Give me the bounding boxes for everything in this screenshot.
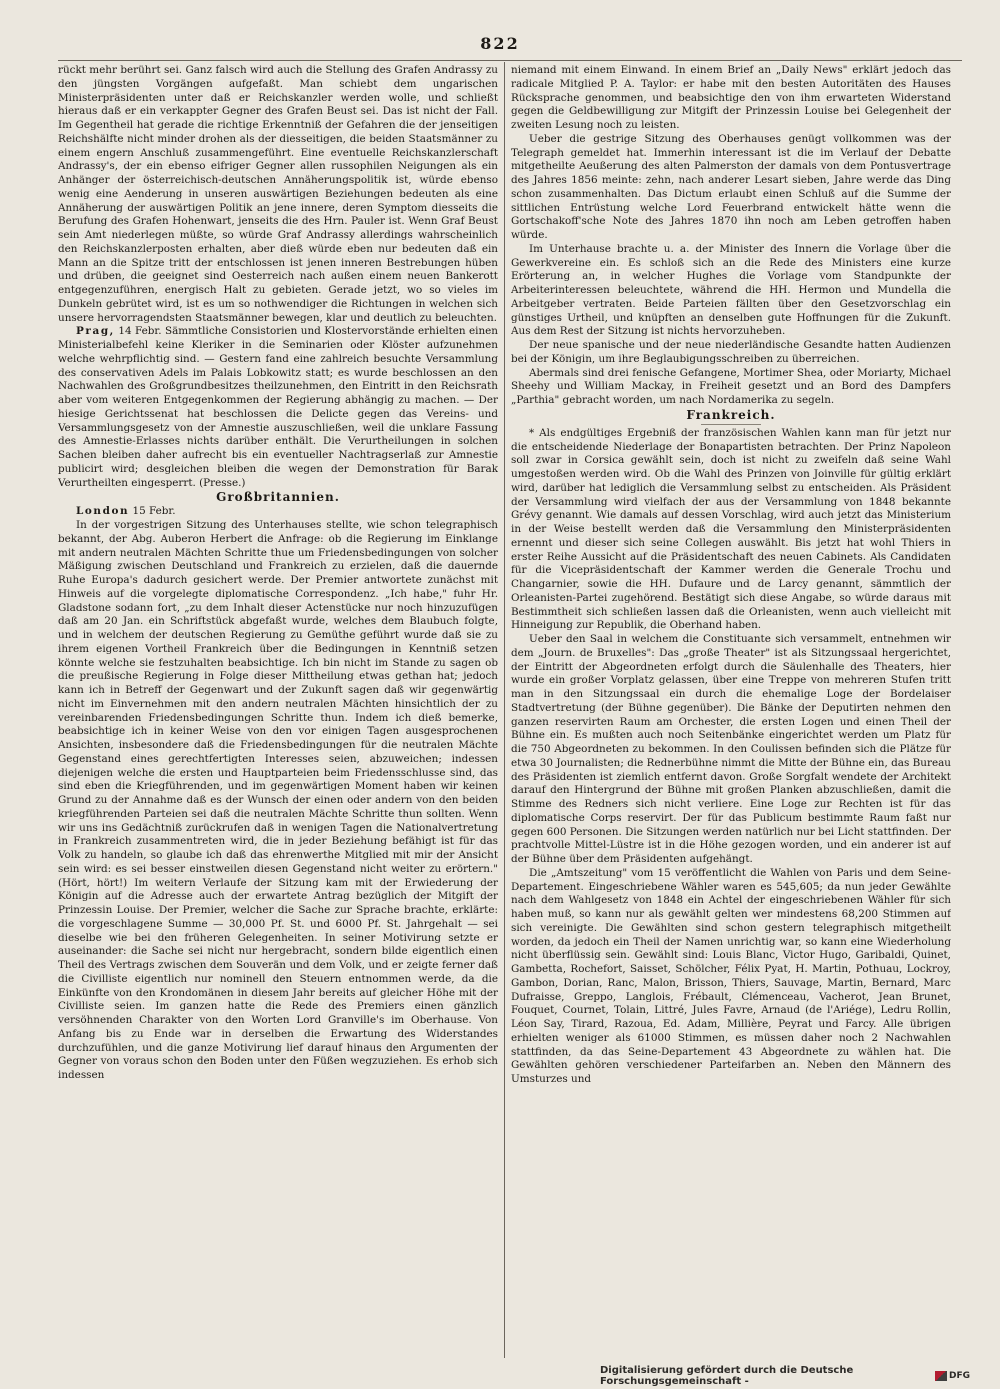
article-text: Im Unterhause brachte u. a. der Minister des Innern die Vorlage über die Gewerkvereine ein. Es schloß sich an die Rede des Ministers eine kurze Erörterung an, in welcher Hughes die Vorlage vom Standpunkte der Arbeiterinteressen beleuchtete, während die HH. Hermon und Mundella die Arbeitgeber vertraten. Beide Parteien fällten über den Gesetzvorschlag ein günstiges Urtheil, und knüpften an denselben gute Hoffnungen für die Zukunft. Aus dem Rest der Sitzung ist nichts hervorzuheben.: [511, 242, 951, 338]
article-text: * Als endgültiges Ergebniß der französischen Wahlen kann man für jetzt nur die entscheidende Niederlage der Bonapartisten betrachten. Der Prinz Napoleon soll zwar in Corsica gewählt sein, doch ist nicht zu zweifeln daß seine Wahl umgestoßen werden wird. Ob die Wahl des Prinzen von Joinville für gültig erklärt wird, darüber hat lediglich die Versammlung selbst zu entscheiden. Als Präsident der Versammlung wird vielfach der aus der Versammlung von 1848 bekannte Grévy genannt. Wie damals auf dessen Vorschlag, wird auch jetzt das Ministerium in der Weise bestellt werden daß die Versammlung den Ministerpräsidenten ernennt und dieser sich seine Collegen auswählt. Bis jetzt hat wohl Thiers in erster Reihe Aussicht auf die Präsidentschaft des neuen Cabinets. Als Candidaten für die Vicepräsidentschaft der Kammer werden die Generale Trochu und Changarnier, sowie die HH. Dufaure und de Larcy genannt, sämmtlich der Orleanisten-Partei zugehörend. Bestätigt sich diese Angabe, so würde daraus mit Bestimmtheit sich schließen lassen daß die Orleanisten, wenn auch vielleicht mit Hinneigung zur Republik, die Oberhand haben.: [511, 426, 951, 632]
article-text: rückt mehr berührt sei. Ganz falsch wird auch die Stellung des Grafen Andrassy zu den jüngsten Vorgängen aufgefaßt. Man schiebt dem ungarischen Ministerpräsidenten unter daß er Reichskanzler werden wolle, und schließt hieraus daß er ein verkappter Gegner des Grafen Beust sei. Das ist nicht der Fall. Im Gegentheil hat gerade die richtige Erkenntniß der Gefahren die der jenseitigen Reichshälfte nicht minder drohen als der diesseitigen, die beiden Staatsmänner zu einem engern Anschluß zusammengeführt. Eine eventuelle Reichskanzlerschaft Andrassy's, der ein ebenso eifriger Gegner allen russophilen Neigungen als ein Anhänger der österreichisch-deutschen Annäherungspolitik ist, würde ebenso wenig eine Aenderung in unseren auswärtigen Beziehungen bedeuten als eine Annäherung der auswärtigen Politik an jene innere, deren Symptom diesseits die Berufung des Grafen Hohenwart, jenseits die des Hrn. Pauler ist. Wenn Graf Beust sein Amt niederlegen müßte, so würde Graf Andrassy allerdings wahrscheinlich den Reichskanzlerposten erhalten, aber dieß würde eben nur bedeuten daß ein Mann an die Spitze tritt der entschlossen ist jenen inneren Bestrebungen hüben und drüben, die geeignet sind Oesterreich nach außen einem neuen Bankerott entgegenzuführen, energisch Halt zu gebieten. Gerade jetzt, wo so vieles im Dunkeln gebrütet wird, ist es um so nothwendiger die Richtungen in welchen sich unsere hervorragendsten Staatsmänner bewegen, klar und deutlich zu beleuchten.: [58, 64, 498, 324]
column-divider: [504, 62, 505, 1358]
right-column: [511, 64, 951, 1362]
article-text: In der vorgestrigen Sitzung des Unterhauses stellte, wie schon telegraphisch bekannt, der Abg. Auberon Herbert die Anfrage: ob die Regierung im Einklange mit andern neutralen Mächten Schritte thue um Friedensbedingungen von solcher Mäßigung zwischen Deutschland und Frankreich zu erzielen, daß die dauernde Ruhe Europa's dadurch gesichert werde. Der Premier antwortete zunächst mit Hinweis auf die vorgelegte diplomatische Correspondenz. „Ich habe," fuhr Hr. Gladstone sodann fort, „zu dem Inhalt dieser Actenstücke nur noch hinzuzufügen daß am 20 Jan. ein Schriftstück abgefaßt wurde, welches dem Blaubuch folgte, und in welchem der deutschen Regierung zu Gemüthe geführt wurde daß sie zu ihrem eigenen Vortheil Frankreich über die Bedingungen in Kenntniß setzen könnte welche sie festzuhalten beabsichtige. Ich bin nicht im Stande zu sagen ob die preußische Regierung in Folge dieser Mittheilung etwas gethan hat; jedoch kann ich in Betreff der Gegenwart und der Zukunft sagen daß wir gegenwärtig nicht im Einvernehmen mit den andern neutralen Mächten hinsichtlich der zu vereinbarenden Friedensbedingungen Schritte thun. Indem ich dieß bemerke, beabsichtige ich in keiner Weise von den vor einigen Tagen ausgesprochenen Ansichten, insbesondere daß die Friedensbedingungen für die neutralen Mächte Gegenstand eines gerechtfertigten Interesses seien, abzuweichen; indessen diejenigen welche die ersten und Hauptparteien beim Friedensschlusse sind, das sind eben die Kriegführenden, und im gegenwärtigen Moment haben wir keinen Grund zu der Annahme daß es der Wunsch der einen oder andern von den beiden kriegführenden Parteien sei daß die neutralen Mächte Schritte thun sollten. Wenn wir uns ins Gedächtniß zurückrufen daß in wenigen Tagen die Nationalvertretung in Frankreich zusammentreten wird, die in jeder Beziehung befähigt ist für das Volk zu handeln, so glaube ich daß das ehrenwerthe Mitglied mit mir der Ansicht sein wird: es sei besser einstweilen diesen Gegenstand nicht weiter zu erörtern." (Hört, hört!) Im weitern Verlaufe der Sitzung kam mit der Erwiederung der Königin auf die Adresse auch der erwartete Antrag bezüglich der Mitgift der Prinzessin Louise. Der Premier, welcher die Sache zur Sprache brachte, erklärte: die vorgeschlagene Summe — 30,000 Pf. St. und 6000 Pf. St. Jahrgehalt — sei dieselbe wie bei den früheren Gelegenheiten. In seiner Motivirung setzte er auseinander: die Sache sei nicht nur hergebracht, sondern bilde eigentlich einen Theil des Vertrags zwischen dem Souverän und dem Volk, und er zeigte ferner daß die Civilliste eigentlich nur nominell den Steuern entnommen werde, da die Einkünfte von den Krondomänen in diesem Jahr bereits auf gleicher Höhe mit der Civilliste seien. Im ganzen hatte die Rede des Premiers einen gänzlich versöhnenden Charakter von den Worten Lord Granville's im Oberhause. Von Anfang bis zu Ende war in derselben die Erwartung des Widerstandes durchzufühlen, und die ganze Motivirung lief darauf hinaus den Argumenten der Gegner von voraus schon den Boden unter den Füßen wegzuziehen. Es erhob sich indessen: [58, 519, 498, 1081]
article-prag: [58, 325, 498, 490]
article-text: niemand mit einem Einwand. In einem Brief an „Daily News" erklärt jedoch das radicale Mitglied P. A. Taylor: er habe mit den besten Autoritäten des Hauses Rücksprache genommen, und beabsichtige den von ihm erwarteten Widerstand gegen die Geldbewilligung zur Mitgift der Prinzessin Louise bei Gelegenheit der zweiten Lesung noch zu leisten.: [511, 64, 951, 131]
digitization-footer: [600, 1367, 970, 1385]
dfg-logo: [935, 1371, 970, 1381]
article-text: Ueber die gestrige Sitzung des Oberhauses genügt vollkommen was der Telegraph gemeldet hat. Immerhin interessant ist die im Verlauf der Debatte mitgetheilte Aeußerung des alten Palmerston der damals von dem Pontusvertrage des Jahres 1856 meinte: zehn, nach anderer Lesart sieben, Jahre werde das Ding schon zusammenhalten. Das Dictum erlaubt einen Schluß auf die Summe der sittlichen Entrüstung welche Lord Feuerbrand entwickelt hätte wenn die Gortschakoff'sche Note des Jahres 1870 ihn noch am Leben getroffen haben würde.: [511, 132, 951, 241]
heading-rule: [701, 424, 761, 425]
dateline-date: 15 Febr.: [132, 505, 176, 518]
article-text: Abermals sind drei fenische Gefangene, Mortimer Shea, oder Moriarty, Michael Sheehy und William Mackay, in Freiheit gesetzt und an Bord des Dampfers „Parthia" gebracht worden, um nach Nordamerika zu segeln.: [511, 366, 951, 406]
article-london-dateline: [58, 505, 498, 519]
footer-text: Digitalisierung gefördert durch die Deutsche Forschungsgemeinschaft -: [600, 1365, 854, 1387]
article-text: Die „Amtszeitung" vom 15 veröffentlicht die Wahlen von Paris und dem Seine-Departement. Eingeschriebene Wähler waren es 545,605; da nun jeder Gewählte nach dem Wahlgesetz von 1848 ein Achtel der eingeschriebenen Wähler für sich haben muß, so kann nur als gewählt gelten wer mindestens 68,200 Stimmen auf sich vereinigte. Die Gewählten sind schon gestern telegraphisch mitgetheilt worden, da jedoch ein Theil der Namen unrichtig war, so kann eine Wiederholung nicht überflüssig sein. Gewählt sind: Louis Blanc, Victor Hugo, Garibaldi, Quinet, Gambetta, Rochefort, Saisset, Schölcher, Félix Pyat, H. Martin, Pothuau, Lockroy, Gambon, Dorian, Ranc, Malon, Brisson, Thiers, Sauvage, Martin, Bernard, Marc Dufraisse, Greppo, Langlois, Frébault, Clémenceau, Vacherot, Jean Brunet, Fouquet, Cournet, Tolain, Littré, Jules Favre, Arnaud (de l'Ariége), Ledru Rollin, Léon Say, Tirard, Razoua, Ed. Adam, Millière, Peyrat und Farcy. Alle übrigen erhielten weniger als 61000 Stimmen, es müssen daher noch 2 Nachwahlen stattfinden, da das Seine-Departement 43 Abgeordnete zu wählen hat. Die Gewählten gehören verschiedener Parteifarben an. Neben den Männern des Umsturzes und: [511, 866, 951, 1085]
article-text: 14 Febr. Sämmtliche Consistorien und Klostervorstände erhielten einen Ministerialbefehl keine Kleriker in die Seminarien oder Klöster aufzunehmen welche wehrpflichtig sind. — Gestern fand eine zahlreich besuchte Versammlung des conservativen Adels im Palais Lobkowitz statt; es wurde beschlossen an den Nachwahlen des Großgrundbesitzes theilzunehmen, den Eintritt in den Reichsrath aber vom weiteren Entgegenkommen der Regierung abhängig zu machen. — Der hiesige Gerichtssenat hat beschlossen die Delicte gegen das Vereins- und Versammlungsgesetz von der Amnestie auszuschließen, weil die unklare Fassung des Amnestie-Erlasses nichts darüber enthält. Die Verurtheilungen in solchen Sachen bleiben daher aufrecht bis ein eventueller Nachtragserlaß zur Amnestie publicirt wird; desgleichen bleiben die wegen der Demonstration für Barak Verurtheilten eingesperrt. (Presse.): [58, 325, 498, 489]
section-heading-great-britain: Großbritannien.: [216, 490, 340, 505]
dfg-logo-icon: [935, 1371, 947, 1381]
left-column: [58, 64, 498, 1362]
top-rule: [58, 60, 962, 61]
dateline: London: [76, 505, 130, 518]
dateline: Prag,: [76, 325, 115, 338]
dfg-logo-text: DFG: [948, 1371, 970, 1381]
article-text: Ueber den Saal in welchem die Constituante sich versammelt, entnehmen wir dem „Journ. de Bruxelles": Das „große Theater" ist als Sitzungssaal hergerichtet, der Eintritt der Abgeordneten erfolgt durch die Säulenhalle des Theaters, hier wurde ein großer Vorplatz gelassen, über eine Treppe von mehreren Stufen tritt man in den Sitzungssaal ein durch die ehemalige Loge der Bordelaiser Stadtvertretung (der Bühne gegenüber). Die Bänke der Deputirten nehmen den ganzen reservirten Raum am Orchester, die ersten Logen und einen Theil der Bühne ein. Es mußten auch noch Seitenbänke eingerichtet werden um Platz für die 750 Abgeordneten zu bekommen. In den Coulissen befinden sich die Plätze für etwa 30 Journalisten; die Rednerbühne nimmt die Mitte der Bühne ein, das Bureau des Präsidenten ist ziemlich entfernt davon. Große Sorgfalt wendete der Architekt darauf den Hintergrund der Bühne mit großen Planken abzuschließen, damit die Stimme des Redners sich nicht verliere. Eine Loge zur Rechten ist für das diplomatische Corps reservirt. Der für das Publicum bestimmte Raum faßt nur gegen 600 Personen. Die Sitzungen werden natürlich nur bei Licht stattfinden. Der prachtvolle Mittel-Lüstre ist in die Höhe gezogen worden, und ein anderer ist auf der Bühne über dem Präsidenten aufgehängt.: [511, 633, 951, 865]
page-number: 822: [480, 34, 520, 53]
section-heading-france: Frankreich.: [686, 407, 776, 422]
article-text: Der neue spanische und der neue niederländische Gesandte hatten Audienzen bei der Königin, um ihre Beglaubigungsschreiben zu überreichen.: [511, 339, 951, 365]
